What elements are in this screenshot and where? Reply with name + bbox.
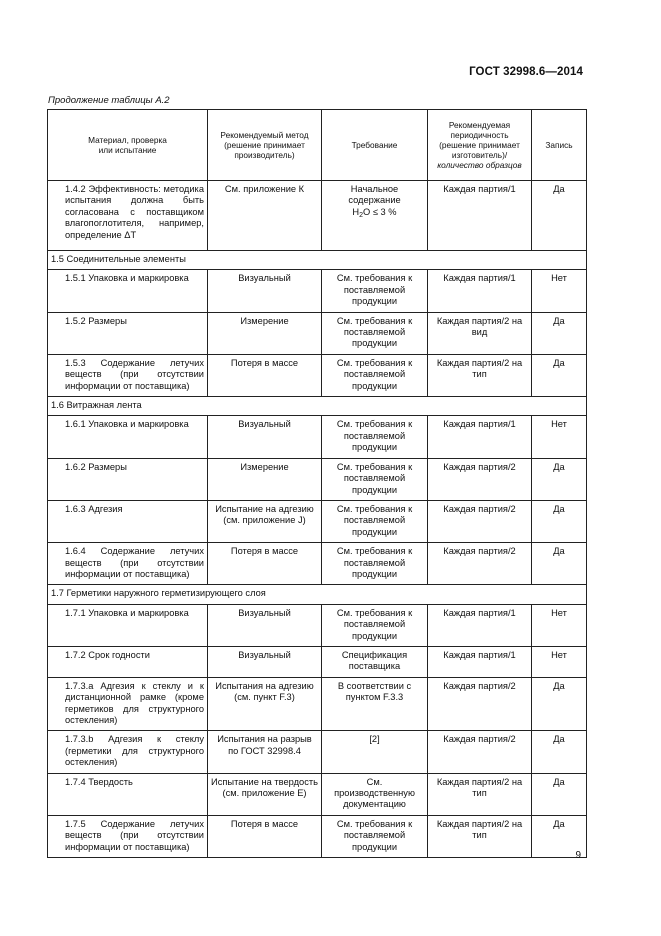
cell-record: Нет [532, 604, 587, 646]
cell-material: 1.7.3.a Адгезия к стеклу и к дистанционной рамке (кроме герметиков для структурного остекления) [48, 677, 208, 731]
cell-material: 1.7.2 Срок годности [48, 646, 208, 677]
cell-requirement: См. требования к поставляемой продукции [322, 458, 428, 500]
cell-requirement: Начальное содержание $H_2O \le 3$ % [322, 181, 428, 251]
cell-requirement: См. требования к поставляемой продукции [322, 543, 428, 585]
cell-record: Да [532, 731, 587, 773]
cell-method: Потеря в массе [208, 543, 322, 585]
cell-material: 1.6.2 Размеры [48, 458, 208, 500]
cell-requirement: [2] [322, 731, 428, 773]
cell-requirement: См. требования к поставляемой продукции [322, 270, 428, 312]
cell-material: 1.6.4 Содержание летучих веществ (при отсутствии информации от поставщика) [48, 543, 208, 585]
cell-method: Испытание на твердость (см. приложение Е) [208, 773, 322, 815]
table-row [48, 543, 587, 585]
cell-material: 1.4.2 Эффективность: методика испытания должна быть согласована с поставщиком влагопоглотителя, например, определение ΔT [48, 181, 208, 251]
cell-frequency: Каждая партия/2 на тип [428, 815, 532, 857]
cell-record: Да [532, 312, 587, 354]
cell-method: Испытания на адгезию (см. пункт F.3) [208, 677, 322, 731]
cell-method: Визуальный [208, 270, 322, 312]
section-row [48, 585, 587, 604]
cell-record: Да [532, 354, 587, 396]
column-header-method: Рекомендуемый метод (решение принимает производитель) [208, 110, 322, 181]
cell-material: 1.5.3 Содержание летучих веществ (при отсутствии информации от поставщика) [48, 354, 208, 396]
cell-material: 1.7.4 Твердость [48, 773, 208, 815]
table-row [48, 604, 587, 646]
cell-record: Да [532, 181, 587, 251]
cell-record: Да [532, 773, 587, 815]
cell-frequency: Каждая партия/2 на вид [428, 312, 532, 354]
column-header-record: Запись [532, 110, 587, 181]
cell-requirement: См. производственную документацию [322, 773, 428, 815]
section-row [48, 251, 587, 270]
table-row [48, 270, 587, 312]
cell-method: Визуальный [208, 416, 322, 458]
section-row [48, 397, 587, 416]
cell-method: Измерение [208, 312, 322, 354]
cell-requirement: См. требования к поставляемой продукции [322, 312, 428, 354]
column-header-material: Материал, проверка или испытание [48, 110, 208, 181]
cell-requirement: Спецификация поставщика [322, 646, 428, 677]
cell-frequency: Каждая партия/1 [428, 646, 532, 677]
cell-requirement: См. требования к поставляемой продукции [322, 354, 428, 396]
cell-material: 1.7.5 Содержание летучих веществ (при отсутствии информации от поставщика) [48, 815, 208, 857]
cell-record: Да [532, 500, 587, 542]
cell-method: Измерение [208, 458, 322, 500]
cell-record: Нет [532, 270, 587, 312]
section-title: 1.5 Соединительные элементы [48, 251, 587, 270]
cell-frequency: Каждая партия/1 [428, 181, 532, 251]
cell-frequency: Каждая партия/2 [428, 500, 532, 542]
header-row [48, 110, 587, 181]
cell-frequency: Каждая партия/2 [428, 458, 532, 500]
cell-record: Да [532, 677, 587, 731]
cell-frequency: Каждая партия/2 на тип [428, 354, 532, 396]
table-row [48, 773, 587, 815]
cell-method: Визуальный [208, 646, 322, 677]
section-title: 1.6 Витражная лента [48, 397, 587, 416]
cell-frequency: Каждая партия/1 [428, 416, 532, 458]
column-header-frequency: Рекомендуемая периодичность (решение принимает изготовитель)/ количество образцов [428, 110, 532, 181]
cell-method: Визуальный [208, 604, 322, 646]
cell-material: 1.5.1 Упаковка и маркировка [48, 270, 208, 312]
cell-record: Да [532, 815, 587, 857]
table-row [48, 677, 587, 731]
cell-material: 1.5.2 Размеры [48, 312, 208, 354]
column-header-requirement: Требование [322, 110, 428, 181]
table-row [48, 731, 587, 773]
table-row [48, 646, 587, 677]
table-row [48, 312, 587, 354]
cell-record: Нет [532, 646, 587, 677]
cell-requirement: См. требования к поставляемой продукции [322, 604, 428, 646]
cell-frequency: Каждая партия/1 [428, 604, 532, 646]
cell-requirement: См. требования к поставляемой продукции [322, 416, 428, 458]
cell-frequency: Каждая партия/2 на тип [428, 773, 532, 815]
cell-method: См. приложение К [208, 181, 322, 251]
table-caption: Продолжение таблицы А.2 [48, 95, 170, 106]
cell-record: Да [532, 458, 587, 500]
cell-frequency: Каждая партия/2 [428, 731, 532, 773]
cell-material: 1.6.3 Адгезия [48, 500, 208, 542]
cell-record: Нет [532, 416, 587, 458]
cell-requirement: См. требования к поставляемой продукции [322, 815, 428, 857]
document-id: ГОСТ 32998.6—2014 [469, 66, 583, 78]
table-row [48, 458, 587, 500]
table-row [48, 416, 587, 458]
cell-requirement: В соответствии с пунктом F.3.3 [322, 677, 428, 731]
cell-method: Испытание на адгезию (см. приложение J) [208, 500, 322, 542]
table-row [48, 354, 587, 396]
cell-material: 1.6.1 Упаковка и маркировка [48, 416, 208, 458]
table-row [48, 815, 587, 857]
inspection-table [47, 109, 587, 858]
cell-requirement: См. требования к поставляемой продукции [322, 500, 428, 542]
cell-record: Да [532, 543, 587, 585]
table-row [48, 500, 587, 542]
page-number: 9 [575, 850, 581, 861]
table-row [48, 181, 587, 251]
cell-material: 1.7.3.b Адгезия к стеклу (герметики для структурного остекления) [48, 731, 208, 773]
cell-frequency: Каждая партия/2 [428, 543, 532, 585]
cell-method: Потеря в массе [208, 354, 322, 396]
cell-frequency: Каждая партия/2 [428, 677, 532, 731]
section-title: 1.7 Герметики наружного герметизирующего слоя [48, 585, 587, 604]
cell-method: Испытания на разрыв по ГОСТ 32998.4 [208, 731, 322, 773]
cell-material: 1.7.1 Упаковка и маркировка [48, 604, 208, 646]
cell-frequency: Каждая партия/1 [428, 270, 532, 312]
cell-method: Потеря в массе [208, 815, 322, 857]
